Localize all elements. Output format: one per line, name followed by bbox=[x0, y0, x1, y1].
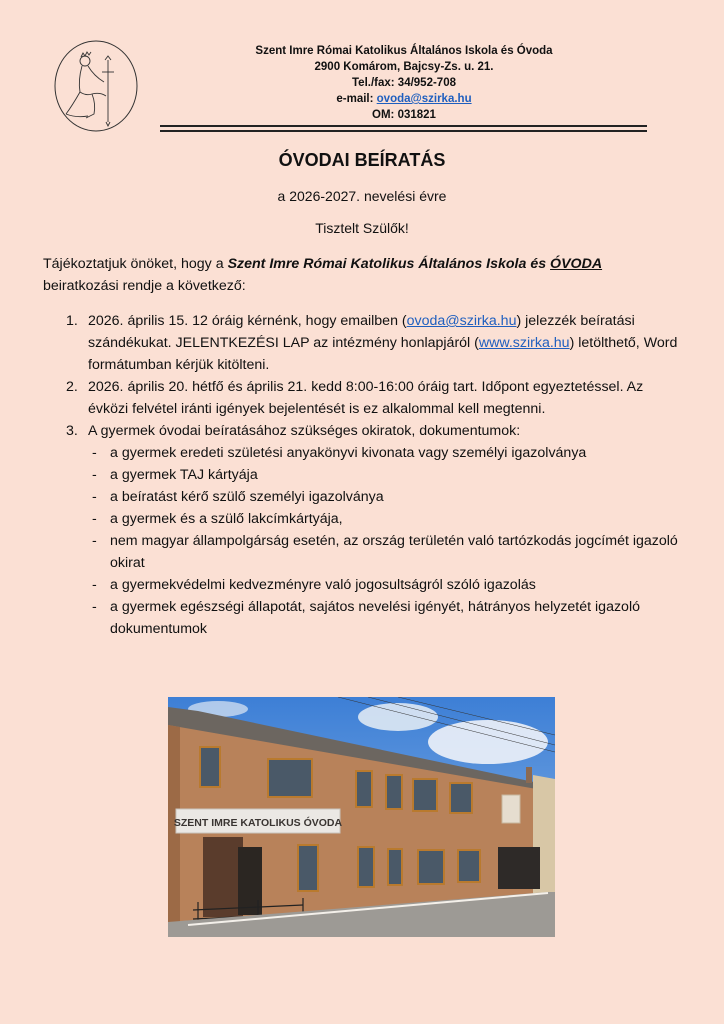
dash-bullet: - bbox=[92, 467, 97, 483]
intro-prefix: Tájékoztatjuk önöket, hogy a bbox=[43, 256, 228, 272]
document-text: nem magyar állampolgárság esetén, az ország területén való tartózkodás jogcímét igazoló okirat bbox=[110, 533, 678, 571]
school-address: 2900 Komárom, Bajcsy-Zs. u. 21. bbox=[314, 61, 494, 73]
intro-paragraph bbox=[43, 253, 683, 297]
step-text: A gyermek óvodai beíratásához szükséges okiratok, dokumentumok: bbox=[88, 423, 521, 439]
document-item bbox=[88, 574, 683, 596]
header-email-link[interactable]: ovoda@szirka.hu bbox=[376, 93, 472, 105]
document-item bbox=[88, 508, 683, 530]
dash-bullet: - bbox=[92, 533, 97, 549]
document-item bbox=[88, 530, 683, 574]
document-text: a gyermekvédelmi kedvezményre való jogosultságról szóló igazolás bbox=[110, 577, 536, 593]
step-item bbox=[43, 420, 683, 640]
greeting: Tisztelt Szülők! bbox=[315, 220, 409, 236]
required-documents-list bbox=[88, 442, 683, 640]
step-text: 2026. április 20. hétfő és április 21. kedd 8:00-16:00 óráig tart. Időpont egyeztetéssel. Az évközi felvétel iránti igények bejelentését is ez alkalommal kell megtenni. bbox=[88, 379, 644, 417]
step-item bbox=[43, 310, 683, 376]
enrollment-steps bbox=[43, 310, 683, 640]
kindergarten-building-photo bbox=[168, 697, 555, 937]
building-sign-text: SZENT IMRE KATOLIKUS ÓVODA bbox=[173, 817, 343, 829]
header-divider bbox=[160, 125, 647, 132]
document-text: a beíratást kérő szülő személyi igazolványa bbox=[110, 489, 384, 505]
school-email-line bbox=[160, 91, 648, 107]
website-link[interactable]: www.szirka.hu bbox=[478, 335, 570, 351]
document-text: a gyermek TAJ kártyája bbox=[110, 467, 258, 483]
step-text: ) letölthető, Word formátumban kérjük kitölteni. bbox=[88, 335, 678, 373]
om-number: OM: 031821 bbox=[372, 109, 436, 121]
dash-bullet: - bbox=[92, 599, 97, 615]
letterhead bbox=[160, 43, 648, 123]
intro-school-name: Szent Imre Római Katolikus Általános Iskola és bbox=[227, 256, 551, 272]
step-email-link[interactable]: ovoda@szirka.hu bbox=[406, 313, 517, 329]
school-logo-icon bbox=[52, 38, 140, 134]
page-title: ÓVODAI BEÍRATÁS bbox=[278, 150, 446, 170]
document-item bbox=[88, 486, 683, 508]
step-item bbox=[43, 376, 683, 420]
dash-bullet: - bbox=[92, 577, 97, 593]
step-number: 2. bbox=[66, 379, 78, 395]
page-subtitle: a 2026-2027. nevelési évre bbox=[277, 188, 447, 204]
step-text: 2026. április 15. 12 óráig kérnénk, hogy emailben ( bbox=[88, 313, 407, 329]
dash-bullet: - bbox=[92, 445, 97, 461]
intro-suffix: beiratkozási rendje a következő: bbox=[43, 278, 246, 294]
school-phone: Tel./fax: 34/952-708 bbox=[352, 77, 456, 89]
intro-school-underlined: ÓVODA bbox=[550, 256, 603, 272]
dash-bullet: - bbox=[92, 489, 97, 505]
document-text: a gyermek és a szülő lakcímkártyája, bbox=[110, 511, 343, 527]
document-item bbox=[88, 464, 683, 486]
document-item bbox=[88, 596, 683, 640]
document-text: a gyermek eredeti születési anyakönyvi kivonata vagy személyi igazolványa bbox=[110, 445, 587, 461]
document-item bbox=[88, 442, 683, 464]
dash-bullet: - bbox=[92, 511, 97, 527]
email-label: e-mail: bbox=[336, 93, 377, 105]
step-number: 3. bbox=[66, 423, 78, 439]
school-name: Szent Imre Római Katolikus Általános Iskola és Óvoda bbox=[255, 45, 553, 57]
step-text: ) jelezzék beíratási szándékukat. JELENTKEZÉSI LAP az intézmény honlapjáról ( bbox=[88, 313, 635, 351]
document-text: a gyermek egészségi állapotát, sajátos nevelési igényét, hátrányos helyzetét igazoló dokumentumok bbox=[110, 599, 640, 637]
step-number: 1. bbox=[66, 313, 78, 329]
